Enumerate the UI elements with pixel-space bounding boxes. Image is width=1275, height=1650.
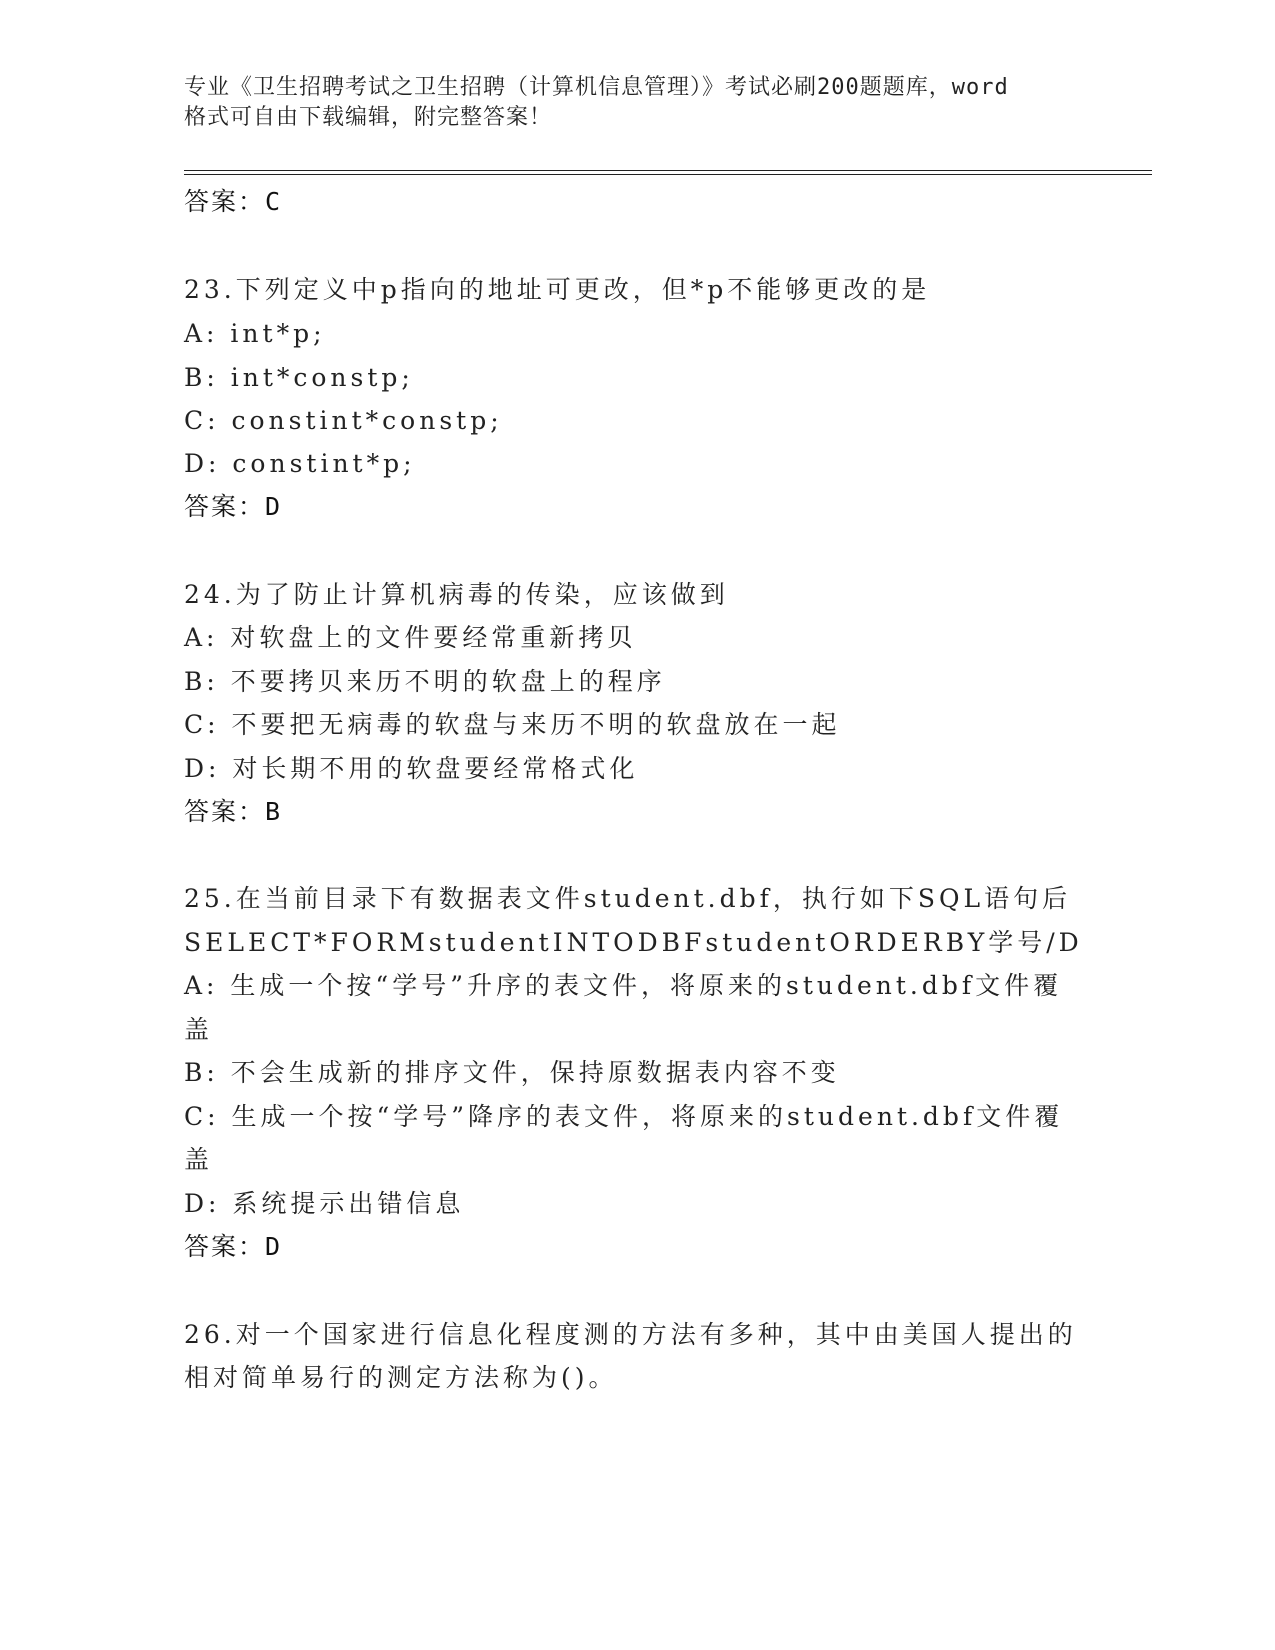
question-23-option-d: D: constint*p;	[184, 449, 416, 478]
question-25-sql: SELECT*FORMstudentINTODBFstudentORDERBY学号/D	[184, 928, 1083, 957]
doc-header-line-1: 专业《卫生招聘考试之卫生招聘（计算机信息管理）》考试必刷200题题库，word	[184, 75, 1009, 100]
question-25-option-a: A: 生成一个按“学号”升序的表文件，将原来的student.dbf文件覆	[184, 971, 1063, 1000]
question-26-stem: 26.对一个国家进行信息化程度测的方法有多种，其中由美国人提出的	[184, 1320, 1077, 1349]
question-24-option-b: B: 不要拷贝来历不明的软盘上的程序	[184, 667, 666, 696]
question-23-option-b: B: int*constp;	[184, 363, 414, 392]
header-rule-bottom	[184, 174, 1152, 175]
question-25-option-d: D: 系统提示出错信息	[184, 1189, 465, 1218]
answer-q22: 答案：C	[184, 187, 283, 216]
doc-header-line-2: 格式可自由下载编辑，附完整答案！	[184, 105, 553, 130]
answer-q25: 答案：D	[184, 1232, 283, 1261]
question-24-option-d: D: 对长期不用的软盘要经常格式化	[184, 754, 639, 783]
question-25-stem: 25.在当前目录下有数据表文件student.dbf，执行如下SQL语句后	[184, 884, 1072, 913]
answer-q24: 答案：B	[184, 797, 283, 826]
question-25-option-c: C: 生成一个按“学号”降序的表文件，将原来的student.dbf文件覆	[184, 1102, 1064, 1131]
question-23-option-a: A: int*p;	[184, 319, 326, 348]
question-25-option-b: B: 不会生成新的排序文件，保持原数据表内容不变	[184, 1058, 840, 1087]
answer-q23: 答案：D	[184, 492, 283, 521]
question-25-option-c-cont: 盖	[184, 1145, 214, 1174]
question-24-option-a: A: 对软盘上的文件要经常重新拷贝	[184, 623, 637, 652]
question-26-stem-cont: 相对简单易行的测定方法称为()。	[184, 1363, 618, 1392]
question-24-option-c: C: 不要把无病毒的软盘与来历不明的软盘放在一起	[184, 710, 841, 739]
question-23-option-c: C: constint*constp;	[184, 406, 503, 435]
question-25-option-a-cont: 盖	[184, 1015, 214, 1044]
question-24-stem: 24.为了防止计算机病毒的传染，应该做到	[184, 580, 729, 609]
question-23-stem: 23.下列定义中p指向的地址可更改，但*p不能够更改的是	[184, 275, 931, 304]
header-rule-top	[184, 170, 1152, 171]
